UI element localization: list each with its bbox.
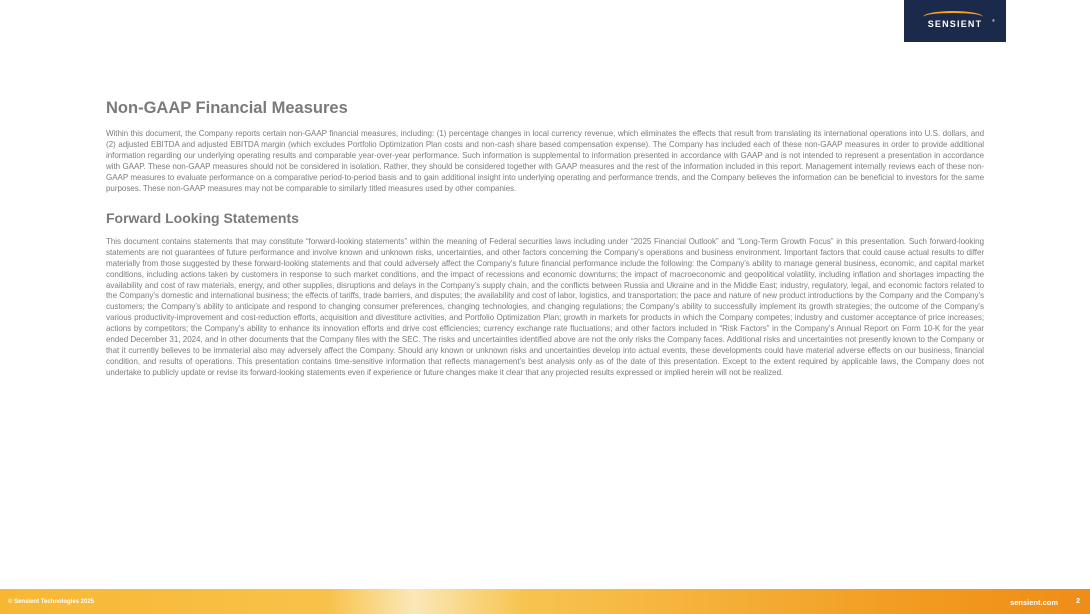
logo-trademark: ®	[992, 18, 995, 23]
logo-mark	[919, 8, 995, 34]
footer-website-link[interactable]: sensient.com	[1010, 598, 1058, 607]
non-gaap-body: Within this document, the Company reports certain non-GAAP financial measures, including: (1) percentage changes in local currency revenue, which eliminates the effects that result from translating its international operations into U.S. dollars, and (2) adjusted EBITDA and adjusted EBITDA margin (which excludes Portfolio Optimization Plan costs and non-cash share based compensation expense). The Company has included each of these non-GAAP measures in order to provide additional information regarding our underlying operating results and comparable year-over-year performance. Such information is supplemental to information presented in accordance with GAAP and is not intended to represent a presentation in accordance with GAAP. These non-GAAP measures should not be considered in isolation. Rather, they should be considered together with GAAP measures and the rest of the information included in this report. Management internally reviews each of these non-GAAP measures to evaluate performance on a comparative period-to-period basis and to gain additional insight into underlying operating and performance trends, and the Company believes the information can be beneficial to investors for the same purposes. These non-GAAP measures may not be comparable to similarly titled measures used by other companies.	[106, 129, 984, 193]
company-logo	[904, 0, 1006, 42]
non-gaap-heading: Non-GAAP Financial Measures	[106, 99, 348, 117]
footer-bar	[0, 589, 1090, 614]
logo-text: SENSIENT	[927, 19, 983, 29]
slide-content	[106, 98, 984, 379]
page-number: 2	[1076, 598, 1080, 605]
forward-looking-body: This document contains statements that may constitute “forward-looking statements” within the meaning of Federal securities laws including under “2025 Financial Outlook” and “Long-Term Growth Focus” in this presentation. Such forward-looking statements are not guarantees of future performance and involve known and unknown risks, uncertainties, and other factors concerning the Company’s operations and business environment. Important factors that could cause actual results to differ materially from those suggested by these forward-looking statements and that could adversely affect the Company’s future financial performance include the following: the Company’s ability to manage general business, economic, and capital market conditions, including actions taken by customers in response to such market conditions, and the impact of recessions and economic downturns; the impact of macroeconomic and geopolitical volatility, including inflation and shortages impacting the availability and cost of raw materials, energy, and other supplies, disruptions and delays in the Company’s supply chain, and the conflicts between Russia and Ukraine and in the Middle East; industry, regulatory, legal, and economic factors related to the Company’s domestic and international business; the effects of tariffs, trade barriers, and disputes; the availability and cost of labor, logistics, and transportation; the pace and nature of new product introductions by the Company and the Company’s customers; the Company’s ability to anticipate and respond to changing consumer preferences, changing technologies, and changing regulations; the Company’s ability to successfully implement its growth strategies; the outcome of the Company’s various productivity-improvement and cost-reduction efforts, acquisition and divestiture activities, and Portfolio Optimization Plan; growth in markets for products in which the Company competes; industry and customer acceptance of price increases; actions by competitors; the Company’s ability to enhance its innovation efforts and drive cost efficiencies; currency exchange rate fluctuations; and other factors included in “Risk Factors” in the Company’s Annual Report on Form 10-K for the year ended December 31, 2024, and in other documents that the Company files with the SEC. The risks and uncertainties identified above are not the only risks the Company faces. Additional risks and uncertainties not presently known to the Company or that it currently believes to be immaterial also may adversely affect the Company. Should any known or unknown risks and uncertainties develop into actual events, these developments could have material adverse effects on our business, financial condition, and results of operations. This presentation contains time-sensitive information that reflects management’s best analysis only as of the date of this presentation. Except to the extent required by applicable laws, the Company does not undertake to publicly update or revise its forward-looking statements even if experience or future changes make it clear that any projected results expressed or implied herein will not be realized.	[106, 236, 984, 378]
footer-copyright: © Sensient Technologies 2025	[8, 599, 95, 605]
forward-looking-heading: Forward Looking Statements	[106, 209, 299, 226]
